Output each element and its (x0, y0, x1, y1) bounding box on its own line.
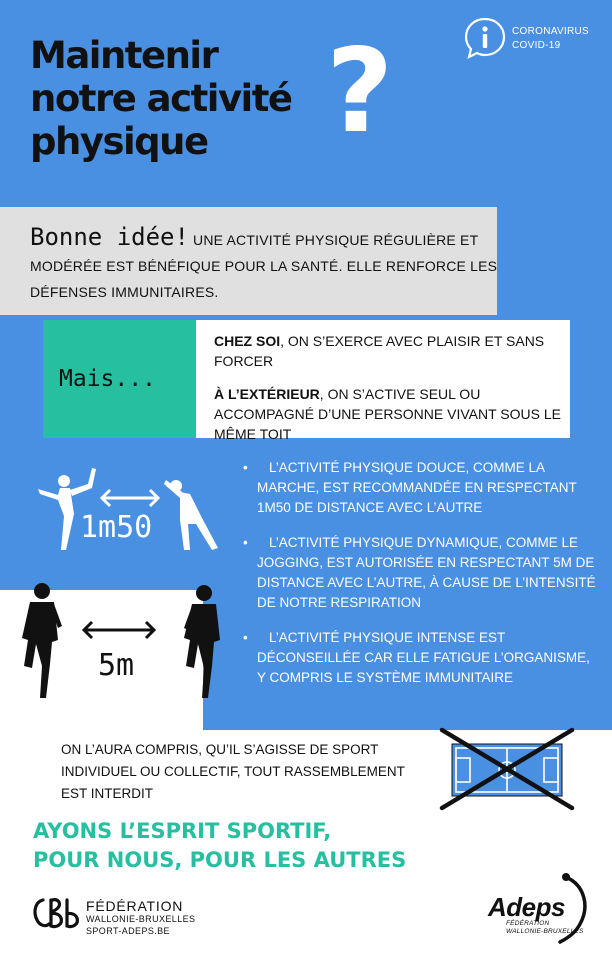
title-line-1: Maintenir (30, 34, 218, 77)
slogan-line-1: AYONS L’ESPRIT SPORTIF, (33, 819, 332, 843)
list-item: • L’ACTIVITÉ PHYSIQUE INTENSE EST DÉCONSEILLÉE CAR ELLE FATIGUE L’ORGANISME, Y COMPRIS LE SYSTÈME IMMUNITAIRE (243, 630, 590, 685)
page-title (30, 34, 330, 163)
slogan-line-2: POUR NOUS, POUR LES AUTRES (33, 848, 407, 872)
double-arrow-icon (102, 490, 158, 506)
info-bubble-icon (463, 16, 507, 60)
crossed-out-sports-field-icon (438, 726, 576, 812)
intro-body: UNE ACTIVITÉ PHYSIQUE RÉGULIÈRE ET MODÉRÉE EST BÉNÉFIQUE POUR LA SANTÉ. ELLE RENFORCE LES DÉFENSES IMMUNITAIRES. (30, 232, 498, 300)
distance-soft-label: 1m50 (80, 510, 153, 545)
adeps-name: Adeps (488, 892, 565, 922)
mais-label: Mais... (59, 366, 156, 392)
mais-item-outside: À L’EXTÉRIEUR, ON S’ACTIVE SEUL OU ACCOMPAGNÉ D’UNE PERSONNE VIVANT SOUS LE MÊME TOIT (214, 386, 561, 442)
coronavirus-badge (463, 16, 603, 60)
double-arrow-icon-2 (84, 622, 154, 638)
runner-left-icon (22, 583, 62, 698)
question-mark: ? (326, 24, 394, 159)
federation-logo (86, 899, 195, 938)
federation-logo-icon (31, 896, 81, 930)
mais-item-home: CHEZ SOI, ON S’EXERCE AVEC PLAISIR ET SANS FORCER (214, 333, 545, 369)
mais-items (214, 331, 564, 457)
intro-text (30, 224, 500, 305)
federation-sub: WALLONIE-BRUXELLES (86, 914, 196, 924)
adeps-logo (478, 890, 598, 946)
bullet-dot: • (243, 535, 248, 550)
federation-name: FÉDÉRATION (86, 898, 184, 914)
bullet-dot: • (243, 630, 248, 645)
title-line-3: physique (30, 120, 208, 163)
bullet-dot: • (243, 460, 248, 475)
slogan (33, 817, 406, 875)
title-line-2: notre activité (30, 77, 292, 120)
activity-list (243, 458, 602, 703)
runners-illustration (18, 582, 228, 704)
intro-lead: Bonne idée! (30, 223, 189, 251)
badge-line-2: COVID-19 (512, 40, 561, 51)
yoga-figure-right-icon (164, 480, 218, 550)
distance-dynamic-label: 5m (98, 648, 135, 683)
badge-line-1: CORONAVIRUS (512, 26, 590, 37)
runner-right-icon (184, 585, 220, 698)
list-item: • L’ACTIVITÉ PHYSIQUE DYNAMIQUE, COMME LE JOGGING, EST AUTORISÉE EN RESPECTANT 5M DE DISTANCE AVEC L’AUTRE, À CAUSE DE L’INTENSITÉ DE NOTRE RESPIRATION (243, 535, 596, 610)
adeps-sub-2: WALLONIE-BRUXELLES (506, 928, 584, 935)
gathering-rule-text: ON L’AURA COMPRIS, QU’IL S’AGISSE DE SPORT INDIVIDUEL OU COLLECTIF, TOUT RASSEMBLEMENT EST INTERDIT (61, 742, 405, 801)
federation-url: SPORT-ADEPS.BE (86, 926, 170, 936)
list-item: • L’ACTIVITÉ PHYSIQUE DOUCE, COMME LA MARCHE, EST RECOMMANDÉE EN RESPECTANT 1M50 DE DISTANCE AVEC L’AUTRE (243, 460, 577, 515)
adeps-sub-1: FÉDÉRATION (506, 920, 550, 927)
